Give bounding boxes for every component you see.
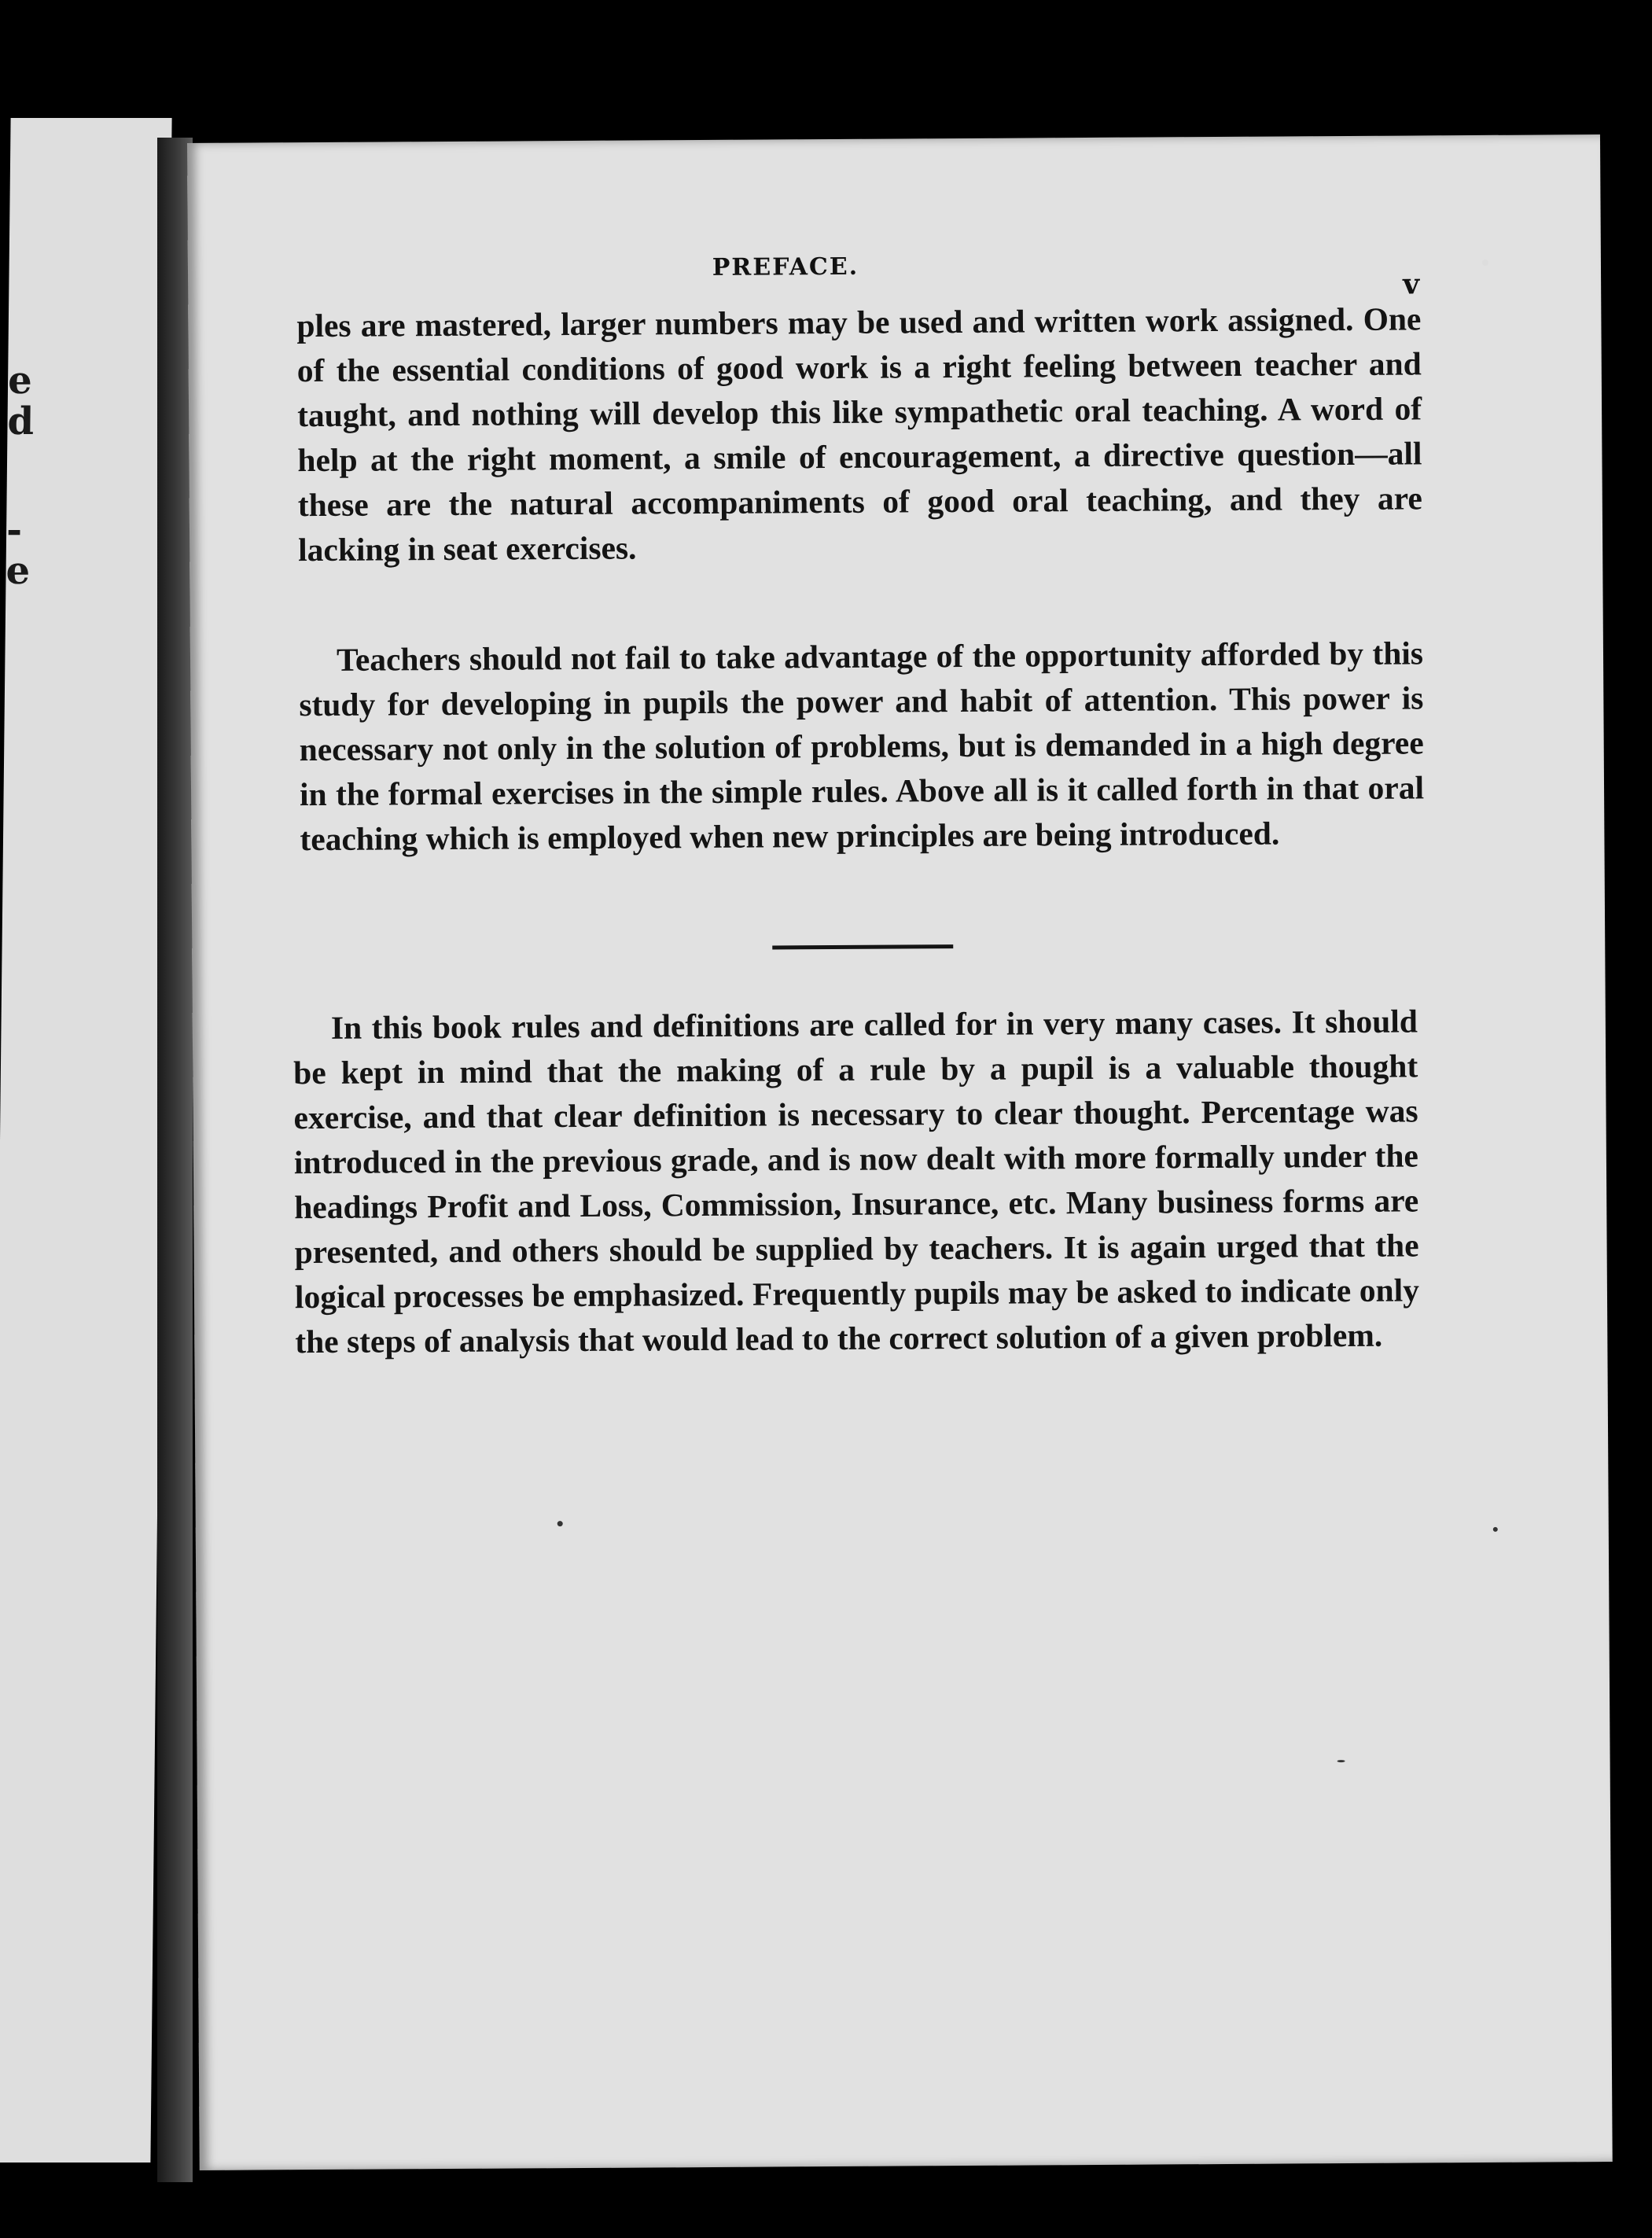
section-divider-rule bbox=[772, 944, 953, 949]
book-page bbox=[187, 134, 1613, 2170]
left-page-fragment: d bbox=[7, 399, 35, 444]
left-page-fragment: e bbox=[6, 549, 31, 593]
left-page-fragment: - bbox=[6, 508, 23, 552]
left-facing-page bbox=[0, 118, 172, 2163]
running-head: PREFACE. bbox=[712, 252, 859, 282]
book-gutter-shadow bbox=[157, 138, 193, 2182]
scan-speck bbox=[1337, 1760, 1345, 1762]
paragraph-3: In this book rules and definitions are called for in very many cases. It should be kept in mind that the making of a rule by a pupil is a valuable thought exercise, and that clear definition is necessary to clear thought. Percentage was introduced in the previous grade, and is now dealt with more formally under the headings Profit and Loss, Commission, Insurance, etc. Many business forms are presented, and others should be supplied by teachers. It is again urged that the logical processes be emphasized. Frequently pupils may be asked to indicate only the steps of analysis that would lead to the correct solution of a given problem. bbox=[293, 1003, 1420, 1360]
scan-speck bbox=[1482, 260, 1488, 266]
left-page-fragment: e bbox=[7, 359, 32, 403]
page-number: v bbox=[1402, 267, 1420, 301]
paragraph-1: ples are mastered, larger numbers may be used and written work assigned. One of the essential conditions of good work is a right feeling between teacher and taught, and nothing will develop this like sympathetic oral teaching. A word of help at the right moment, a smile of encouragement, a directive question—all these are the natural accompaniments of good oral teaching, and they are lacking in seat exercises. bbox=[296, 300, 1422, 569]
scan-speck bbox=[1493, 1527, 1498, 1532]
paragraph-2: Teachers should not fail to take advantage of the opportunity afforded by this study for developing in pupils the power and habit of attention. This power is necessary not only in the solution of problems, but is demanded in a high degree in the formal exercises in the simple rules. Above all is it called forth in that oral teaching which is employed when new principles are being introduced. bbox=[299, 635, 1425, 858]
scan-speck bbox=[557, 1521, 563, 1526]
